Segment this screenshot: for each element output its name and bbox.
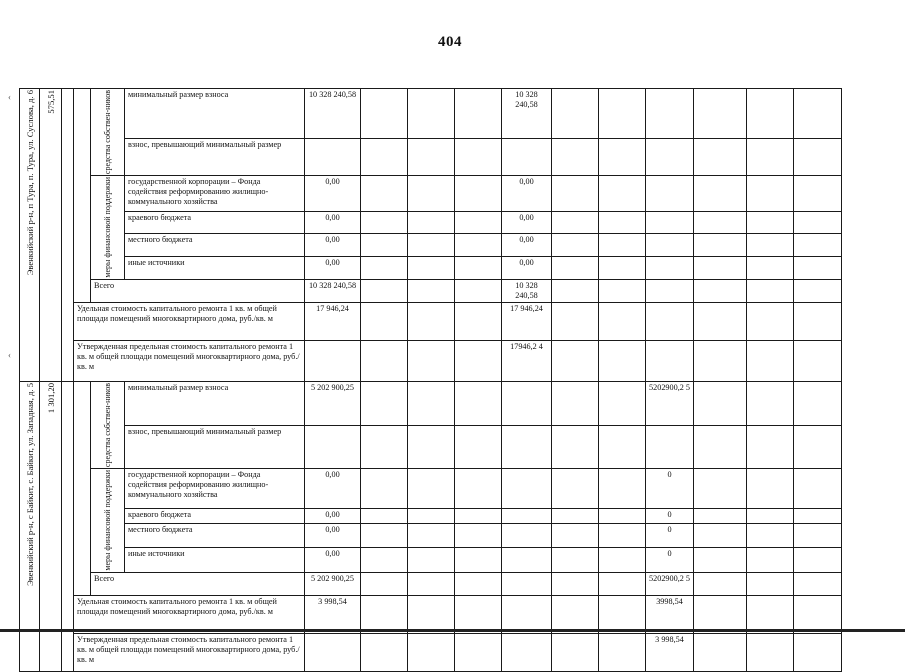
empty-cell: [747, 341, 794, 382]
scan-mark: ‹: [8, 92, 11, 102]
table-cell: [305, 138, 361, 176]
empty-cell: [794, 509, 842, 523]
empty-cell: [455, 89, 502, 139]
empty-cell: [552, 425, 599, 469]
table-cell: [646, 89, 694, 139]
empty-cell: [361, 234, 408, 257]
empty-cell: [408, 548, 455, 573]
table-cell: 0,00: [502, 176, 552, 212]
empty-cell: [361, 469, 408, 509]
table-cell: 10 328 240,58: [305, 280, 361, 303]
support-group-label: меры финансовой поддержки: [91, 176, 125, 280]
empty-cell: [599, 382, 646, 426]
empty-cell: [552, 572, 599, 595]
empty-cell: [361, 280, 408, 303]
empty-cell: [455, 234, 502, 257]
table-cell: 0: [646, 548, 694, 573]
empty-cell: [62, 382, 74, 672]
empty-cell: [747, 280, 794, 303]
empty-cell: [552, 469, 599, 509]
empty-cell: [599, 257, 646, 280]
empty-cell: [455, 633, 502, 671]
table-cell: 0,00: [305, 548, 361, 573]
empty-cell: [552, 595, 599, 633]
table-cell: [502, 509, 552, 523]
empty-cell: [408, 382, 455, 426]
empty-cell: [599, 138, 646, 176]
empty-cell: [361, 341, 408, 382]
empty-cell: [455, 523, 502, 547]
empty-cell: [62, 89, 74, 382]
empty-cell: [408, 509, 455, 523]
empty-cell: [747, 425, 794, 469]
table-cell: [305, 633, 361, 671]
empty-cell: [747, 212, 794, 234]
page-bottom-edge: [0, 629, 905, 632]
table-row: [20, 212, 842, 234]
empty-cell: [694, 548, 747, 573]
table-cell: 0,00: [305, 176, 361, 212]
empty-cell: [455, 280, 502, 303]
table-cell: 0,00: [305, 234, 361, 257]
empty-cell: [794, 633, 842, 671]
empty-cell: [694, 257, 747, 280]
empty-cell: [747, 89, 794, 139]
empty-cell: [794, 341, 842, 382]
empty-cell: [599, 89, 646, 139]
table-cell: [646, 212, 694, 234]
empty-cell: [408, 176, 455, 212]
empty-cell: [455, 509, 502, 523]
table-cell: [646, 138, 694, 176]
table-cell: 0,00: [305, 212, 361, 234]
table-row: [20, 341, 842, 382]
table-cell: 3 998,54: [646, 633, 694, 671]
table-cell: 0: [646, 523, 694, 547]
table-cell: 3 998,54: [305, 595, 361, 633]
table-cell: [646, 425, 694, 469]
table-cell: 5202900,2 5: [646, 382, 694, 426]
table-cell: [502, 523, 552, 547]
empty-cell: [361, 633, 408, 671]
table-cell: 10 328 240,58: [502, 280, 552, 303]
empty-cell: [408, 469, 455, 509]
table-cell: [646, 341, 694, 382]
empty-cell: [552, 257, 599, 280]
empty-cell: [694, 633, 747, 671]
empty-cell: [694, 523, 747, 547]
empty-cell: [455, 572, 502, 595]
table-cell: минимальный размер взноса: [125, 89, 305, 139]
empty-cell: [408, 425, 455, 469]
empty-cell: [408, 234, 455, 257]
empty-cell: [794, 425, 842, 469]
empty-cell: [455, 257, 502, 280]
table-cell: [502, 469, 552, 509]
area-cell: 1 301,20: [40, 382, 62, 672]
table-cell: 10 328 240,58: [502, 89, 552, 139]
table-cell: 17946,2 4: [502, 341, 552, 382]
table-cell: 0: [646, 509, 694, 523]
empty-cell: [747, 257, 794, 280]
empty-cell: [361, 89, 408, 139]
table-row: [20, 257, 842, 280]
support-group-label: меры финансовой поддержки: [91, 469, 125, 573]
empty-cell: [552, 89, 599, 139]
empty-cell: [794, 280, 842, 303]
table-cell: [646, 257, 694, 280]
empty-cell: [794, 138, 842, 176]
table-cell: 0,00: [305, 257, 361, 280]
empty-cell: [794, 469, 842, 509]
empty-cell: [552, 509, 599, 523]
empty-cell: [694, 425, 747, 469]
repair-cost-table: [19, 88, 842, 672]
empty-cell: [694, 138, 747, 176]
table-cell: минимальный размер взноса: [125, 382, 305, 426]
table-cell: [646, 234, 694, 257]
empty-cell: [408, 138, 455, 176]
empty-cell: [747, 469, 794, 509]
empty-cell: [599, 341, 646, 382]
empty-cell: [552, 382, 599, 426]
table-cell: местного бюджета: [125, 523, 305, 547]
empty-cell: [455, 341, 502, 382]
empty-cell: [408, 341, 455, 382]
empty-cell: [361, 523, 408, 547]
table-cell: Всего: [91, 572, 305, 595]
area-cell: 575,51: [40, 89, 62, 382]
empty-cell: [599, 303, 646, 341]
table-row: [20, 425, 842, 469]
empty-cell: [747, 595, 794, 633]
empty-cell: [455, 382, 502, 426]
address-cell: Эвенкийский р-н, п Тура, п. Тура, ул. Суслова, д. 6: [20, 89, 40, 382]
empty-cell: [408, 595, 455, 633]
empty-cell: [599, 595, 646, 633]
table-cell: краевого бюджета: [125, 212, 305, 234]
table-cell: государственной корпорации – Фонда содействия реформированию жилищно-коммунального хозяйства: [125, 469, 305, 509]
empty-cell: [552, 523, 599, 547]
empty-cell: [794, 176, 842, 212]
table-cell: 3998,54: [646, 595, 694, 633]
table-row: [20, 176, 842, 212]
empty-cell: [694, 212, 747, 234]
table-cell: 0,00: [305, 509, 361, 523]
empty-cell: [455, 425, 502, 469]
empty-cell: [694, 572, 747, 595]
table-row: [20, 89, 842, 139]
table-cell: иные источники: [125, 548, 305, 573]
empty-cell: [552, 234, 599, 257]
empty-cell: [694, 176, 747, 212]
table-row: [20, 509, 842, 523]
table-cell: 0,00: [502, 234, 552, 257]
empty-cell: [794, 303, 842, 341]
table-cell: [502, 548, 552, 573]
empty-cell: [408, 89, 455, 139]
empty-cell: [361, 509, 408, 523]
empty-cell: [747, 548, 794, 573]
empty-cell: [794, 595, 842, 633]
table-cell: [646, 280, 694, 303]
table-cell: [502, 425, 552, 469]
empty-cell: [599, 234, 646, 257]
table-cell: 17 946,24: [502, 303, 552, 341]
empty-cell: [552, 633, 599, 671]
table-cell: [502, 572, 552, 595]
empty-cell: [747, 382, 794, 426]
table-cell: Всего: [91, 280, 305, 303]
empty-cell: [361, 595, 408, 633]
table-cell: [305, 341, 361, 382]
empty-cell: [361, 425, 408, 469]
table-cell: 5 202 900,25: [305, 572, 361, 595]
empty-cell: [408, 303, 455, 341]
table-cell: [502, 138, 552, 176]
table-cell: 0,00: [502, 212, 552, 234]
empty-cell: [599, 548, 646, 573]
empty-cell: [794, 89, 842, 139]
empty-cell: [408, 212, 455, 234]
empty-cell: [455, 176, 502, 212]
empty-cell: [408, 257, 455, 280]
empty-cell: [408, 572, 455, 595]
empty-cell: [408, 633, 455, 671]
empty-cell: [361, 303, 408, 341]
empty-cell: [74, 382, 91, 596]
owners-group-label: средства собствен-ников: [91, 89, 125, 176]
empty-cell: [599, 633, 646, 671]
empty-cell: [747, 234, 794, 257]
empty-cell: [455, 138, 502, 176]
table-row: [20, 595, 842, 633]
empty-cell: [694, 234, 747, 257]
table-cell: 0: [646, 469, 694, 509]
empty-cell: [794, 548, 842, 573]
empty-cell: [694, 509, 747, 523]
table-cell: Удельная стоимость капитального ремонта 1 кв. м общей площади помещений многоквартирного дома, руб./кв. м: [74, 595, 305, 633]
empty-cell: [552, 176, 599, 212]
table-row: [20, 234, 842, 257]
table-row: [20, 548, 842, 573]
empty-cell: [599, 425, 646, 469]
empty-cell: [361, 257, 408, 280]
empty-cell: [599, 509, 646, 523]
table-cell: [502, 595, 552, 633]
empty-cell: [552, 341, 599, 382]
empty-cell: [455, 548, 502, 573]
empty-cell: [747, 572, 794, 595]
empty-cell: [694, 280, 747, 303]
empty-cell: [747, 523, 794, 547]
empty-cell: [747, 633, 794, 671]
table-row: [20, 138, 842, 176]
table-cell: 5202900,2 5: [646, 572, 694, 595]
empty-cell: [794, 234, 842, 257]
table-cell: взнос, превышающий минимальный размер: [125, 138, 305, 176]
empty-cell: [361, 382, 408, 426]
empty-cell: [747, 303, 794, 341]
empty-cell: [794, 382, 842, 426]
table-row: [20, 572, 842, 595]
empty-cell: [455, 469, 502, 509]
empty-cell: [747, 138, 794, 176]
table-cell: 0,00: [305, 523, 361, 547]
table-row: [20, 469, 842, 509]
empty-cell: [794, 212, 842, 234]
table-cell: иные источники: [125, 257, 305, 280]
empty-cell: [455, 595, 502, 633]
empty-cell: [408, 280, 455, 303]
table-cell: взнос, превышающий минимальный размер: [125, 425, 305, 469]
empty-cell: [552, 303, 599, 341]
scan-mark: ‹: [8, 350, 11, 360]
empty-cell: [552, 548, 599, 573]
empty-cell: [408, 523, 455, 547]
empty-cell: [694, 303, 747, 341]
table-cell: [646, 176, 694, 212]
table-cell: 0,00: [305, 469, 361, 509]
table-cell: 10 328 240,58: [305, 89, 361, 139]
empty-cell: [599, 572, 646, 595]
empty-cell: [694, 469, 747, 509]
empty-cell: [794, 572, 842, 595]
empty-cell: [694, 341, 747, 382]
table-cell: Утвержденная предельная стоимость капитального ремонта 1 кв. м общей площади помещений многоквартирного дома, руб./кв. м: [74, 341, 305, 382]
empty-cell: [361, 212, 408, 234]
page-number: 404: [438, 34, 462, 50]
empty-cell: [552, 212, 599, 234]
empty-cell: [599, 176, 646, 212]
table-cell: [646, 303, 694, 341]
empty-cell: [599, 212, 646, 234]
empty-cell: [74, 89, 91, 303]
table-cell: 17 946,24: [305, 303, 361, 341]
empty-cell: [747, 509, 794, 523]
empty-cell: [599, 523, 646, 547]
table-cell: [502, 633, 552, 671]
table-cell: 5 202 900,25: [305, 382, 361, 426]
empty-cell: [599, 469, 646, 509]
table-cell: государственной корпорации – Фонда содействия реформированию жилищно-коммунального хозяйства: [125, 176, 305, 212]
empty-cell: [794, 523, 842, 547]
address-cell: Эвенкийский р-н, с Байкит, с. Байкит, ул. Западная, д. 5: [20, 382, 40, 672]
table-row: [20, 523, 842, 547]
table-cell: 0,00: [502, 257, 552, 280]
empty-cell: [694, 382, 747, 426]
empty-cell: [694, 595, 747, 633]
table-cell: Утвержденная предельная стоимость капитального ремонта 1 кв. м общей площади помещений многоквартирного дома, руб./кв. м: [74, 633, 305, 671]
table-row: [20, 633, 842, 671]
table-row: [20, 382, 842, 426]
empty-cell: [455, 303, 502, 341]
table-row: [20, 280, 842, 303]
table-cell: Удельная стоимость капитального ремонта 1 кв. м общей площади помещений многоквартирного дома, руб./кв. м: [74, 303, 305, 341]
empty-cell: [552, 280, 599, 303]
empty-cell: [794, 257, 842, 280]
table-row: [20, 303, 842, 341]
empty-cell: [455, 212, 502, 234]
empty-cell: [747, 176, 794, 212]
table-cell: [305, 425, 361, 469]
table-cell: [502, 382, 552, 426]
empty-cell: [694, 89, 747, 139]
empty-cell: [361, 176, 408, 212]
empty-cell: [361, 572, 408, 595]
table-cell: краевого бюджета: [125, 509, 305, 523]
empty-cell: [599, 280, 646, 303]
table-cell: местного бюджета: [125, 234, 305, 257]
empty-cell: [361, 138, 408, 176]
empty-cell: [552, 138, 599, 176]
empty-cell: [361, 548, 408, 573]
owners-group-label: средства собствен-ников: [91, 382, 125, 469]
